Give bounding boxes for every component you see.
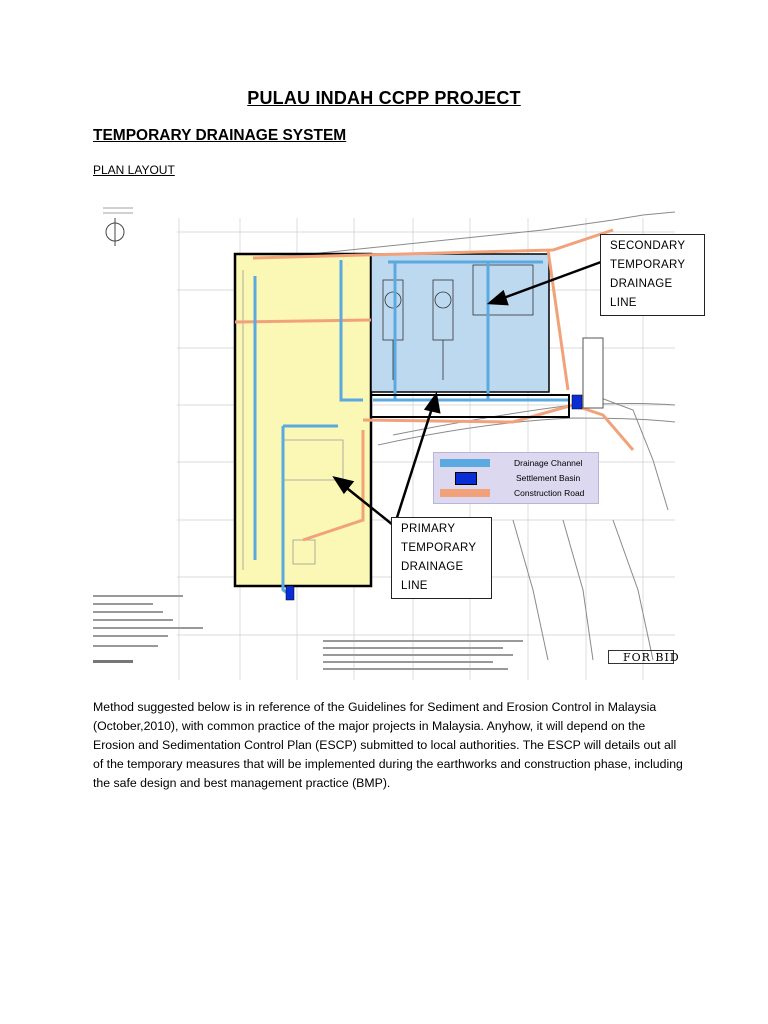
legend-construction-road: Construction Road [514,488,585,498]
callout-secondary-drainage [600,234,705,316]
callout-primary-line-4: LINE [401,580,428,592]
subsection-label: PLAN LAYOUT [93,163,175,177]
callout-primary-line-2: TEMPORARY [401,542,477,554]
plant-area [371,254,549,392]
legend-settlement-basin: Settlement Basin [516,473,581,483]
settlement-basin-swatch [455,472,477,485]
legend-drainage-channel: Drainage Channel [514,458,583,468]
north-arrow-icon [103,208,133,246]
plan-layout-drawing [93,190,675,685]
callout-secondary-line-4: LINE [610,297,637,309]
callout-primary-line-1: PRIMARY [401,523,456,535]
for-bid-stamp: FOR BID [608,650,674,664]
section-heading: TEMPORARY DRAINAGE SYSTEM [93,127,347,144]
drainage-channel-swatch [440,459,490,467]
callout-primary-drainage [391,517,492,599]
callout-secondary-line-3: DRAINAGE [610,278,673,290]
callout-primary-line-3: DRAINAGE [401,561,464,573]
page-title: PULAU INDAH CCPP PROJECT [247,88,521,108]
callout-secondary-line-1: SECONDARY [610,240,686,252]
callout-secondary-line-2: TEMPORARY [610,259,686,271]
construction-road-swatch [440,489,490,497]
body-paragraph: Method suggested below is in reference of the Guidelines for Sediment and Erosion Control in Malaysia (October,2010), with common practice of the major projects in Malaysia. Anyhow, it will depend on the Erosion and Sedimentation Control Plan (ESCP) submitted to local authorities. The ESCP will details out all of the temporary measures that will be implemented during the earthworks and construction phase, including the safe design and best management practice (BMP). [93,700,683,790]
drawing-legend [433,452,599,504]
